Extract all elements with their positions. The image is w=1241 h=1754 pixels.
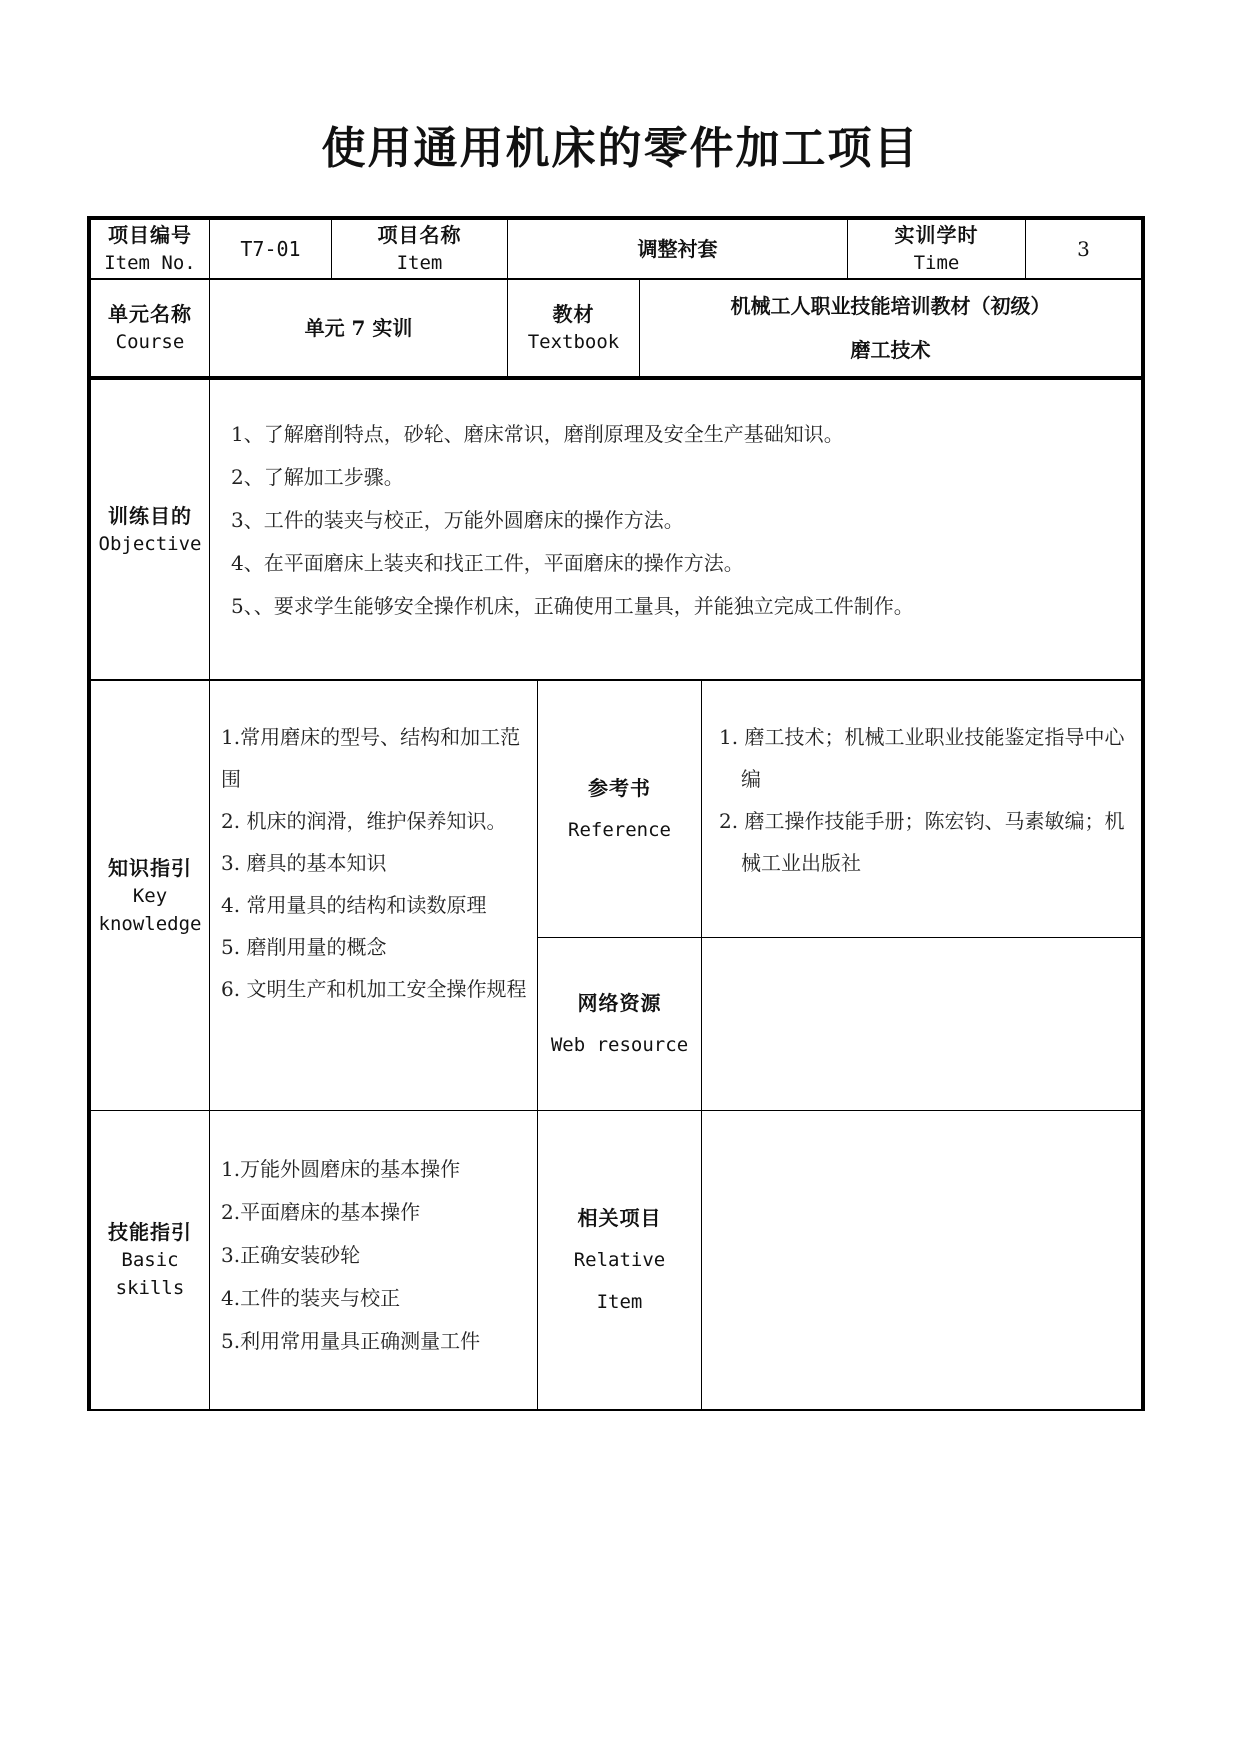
knowledge-label-en-2: knowledge <box>98 912 202 935</box>
item-name-label-cn: 项目名称 <box>377 223 462 247</box>
skills-item: 1.万能外圆磨床的基本操作 <box>221 1157 461 1181</box>
skills-label-en-2: skills <box>115 1277 185 1299</box>
knowledge-item: 3. 磨具的基本知识 <box>221 851 387 875</box>
relative-item-label-en-2: Item <box>596 1291 643 1313</box>
knowledge-label <box>91 681 209 1110</box>
course-label-en: Course <box>115 331 185 353</box>
item-no-label <box>91 220 209 278</box>
time-label-en: Time <box>913 252 960 274</box>
objective-label-cn: 训练目的 <box>108 503 192 528</box>
knowledge-label-en-1: Key <box>132 884 168 907</box>
reference-item: 1. 磨工技术；机械工业职业技能鉴定指导中心编 <box>719 725 1125 791</box>
skills-label-cn: 技能指引 <box>108 1220 192 1244</box>
page-title: 使用通用机床的零件加工项目 <box>321 123 920 174</box>
knowledge-item: 6. 文明生产和机加工安全操作规程 <box>221 977 527 1001</box>
knowledge-item: 1.常用磨床的型号、结构和加工范围 <box>221 725 521 791</box>
border-right <box>1141 216 1145 1411</box>
reference-list <box>719 716 1131 884</box>
skills-item: 2.平面磨床的基本操作 <box>221 1200 421 1224</box>
item-no-label-en: Item No. <box>104 252 196 274</box>
skills-item: 4.工件的装夹与校正 <box>221 1286 401 1310</box>
web-resource-value <box>702 938 1141 1110</box>
knowledge-item: 4. 常用量具的结构和读数原理 <box>221 893 487 917</box>
objective-item: 2、了解加工步骤。 <box>231 465 404 489</box>
item-name-value: 调整衬套 <box>637 237 718 261</box>
objective-label <box>91 380 209 679</box>
time-label-cn: 实训学时 <box>894 223 979 247</box>
skills-label-en-1: Basic <box>121 1249 179 1271</box>
textbook-label <box>508 280 639 376</box>
reference-item: 2. 磨工操作技能手册；陈宏钧、马素敏编；机械工业出版社 <box>719 809 1125 875</box>
objective-list <box>231 413 1131 628</box>
relative-item-value <box>702 1111 1141 1409</box>
relative-item-label-en-1: Relative <box>573 1249 666 1271</box>
skills-item: 3.正确安装砂轮 <box>221 1243 361 1267</box>
item-name-label-en: Item <box>396 252 443 274</box>
knowledge-label-cn: 知识指引 <box>108 855 192 880</box>
rule-row2 <box>87 376 1145 380</box>
time-label <box>848 220 1025 278</box>
item-no-value: T7-01 <box>240 237 301 261</box>
objective-label-en: Objective <box>98 532 202 555</box>
objective-item: 3、工件的装夹与校正，万能外圆磨床的操作方法。 <box>231 508 684 532</box>
training-project-form <box>87 216 1145 1413</box>
textbook-subtitle: 磨工技术 <box>850 338 931 362</box>
reference-label-cn: 参考书 <box>588 776 651 800</box>
border-bottom <box>87 1409 1145 1411</box>
web-resource-label-en: Web resource <box>550 1034 689 1056</box>
knowledge-list <box>221 716 531 1010</box>
knowledge-item: 2. 机床的润滑，维护保养知识。 <box>221 809 507 833</box>
objective-item: 5、、要求学生能够安全操作机床，正确使用工量具，并能独立完成工件制作。 <box>231 594 914 618</box>
web-resource-label <box>538 938 701 1110</box>
reference-label-en: Reference <box>568 819 671 841</box>
objective-item: 4、在平面磨床上装夹和找正工件，平面磨床的操作方法。 <box>231 551 744 575</box>
web-resource-label-cn: 网络资源 <box>577 991 662 1015</box>
textbook-title: 机械工人职业技能培训教材（初级） <box>730 294 1051 318</box>
vline-label-col <box>209 378 210 1411</box>
course-label-cn: 单元名称 <box>108 302 192 326</box>
skills-label <box>91 1111 209 1409</box>
course-label <box>91 280 209 376</box>
skills-item: 5.利用常用量具正确测量工件 <box>221 1329 481 1353</box>
item-name-label <box>332 220 507 278</box>
skills-list <box>221 1148 531 1363</box>
item-no-label-cn: 项目编号 <box>108 223 192 247</box>
textbook-value <box>640 280 1141 376</box>
relative-item-label <box>538 1111 701 1409</box>
objective-item: 1、了解磨削特点，砂轮、磨床常识，磨削原理及安全生产基础知识。 <box>231 422 844 446</box>
knowledge-item: 5. 磨削用量的概念 <box>221 935 387 959</box>
time-value: 3 <box>1077 237 1090 261</box>
relative-item-label-cn: 相关项目 <box>577 1206 662 1230</box>
textbook-label-cn: 教材 <box>552 302 595 326</box>
reference-label <box>538 681 701 937</box>
course-value: 单元 7 实训 <box>304 316 413 340</box>
textbook-label-en: Textbook <box>527 331 620 353</box>
